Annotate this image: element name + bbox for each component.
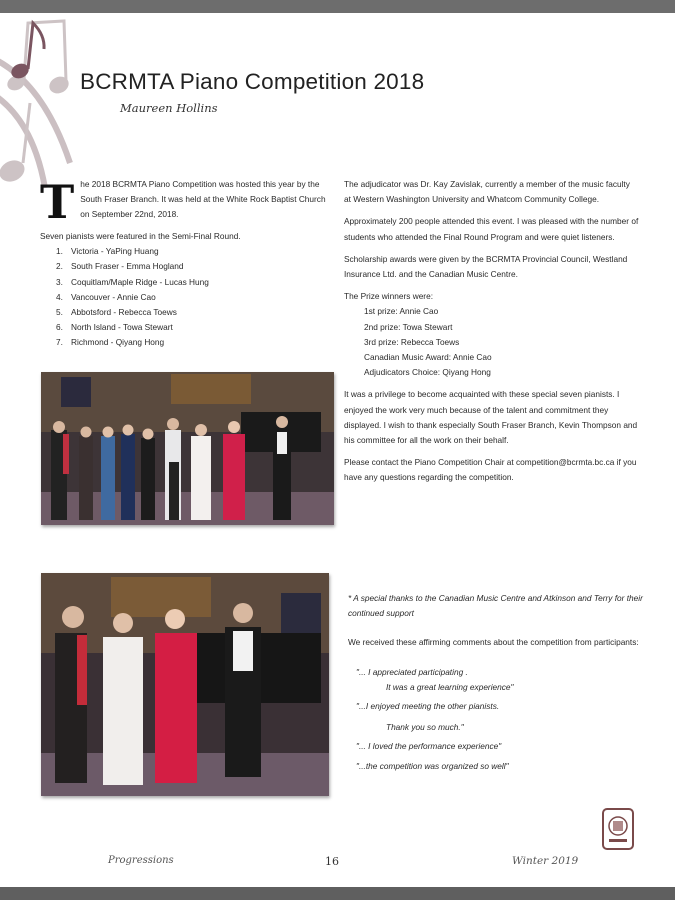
list-item: 1. Victoria - YaPing Huang (56, 246, 159, 257)
prize-intro: The Prize winners were: (344, 291, 433, 302)
winners-photo (41, 573, 329, 796)
intro-text: he 2018 BCRMTA Piano Competition was hosted this year by the South Fraser Branch. It was held at the White Rock Baptist Church on September 22nd, 2018. (80, 179, 326, 220)
footer-publication: Progressions (108, 855, 174, 866)
list-item: 7. Richmond - Qiyang Hong (56, 337, 165, 348)
page-number: 16 (325, 855, 339, 868)
footer-issue: Winter 2019 (512, 855, 579, 867)
attendance-paragraph: Approximately 200 people attended this event. I was pleased with the number of students who attended the Final Round Program and were quiet listeners. (344, 216, 639, 242)
list-item: 2. South Fraser - Emma Hogland (56, 261, 184, 272)
privilege-paragraph: It was a privilege to become acquainted with these special seven pianists. I enjoyed the work very much because of the talent and commitment they displayed. I wish to thank especially South Fraser Branch, Kevin Thompson and his committee for all the work on their behalf. (344, 389, 638, 446)
article-title: BCRMTA Piano Competition 2018 (80, 69, 425, 94)
list-item: 3. Coquitlam/Maple Ridge - Lucas Hung (56, 276, 209, 287)
semi-final-list (40, 244, 330, 350)
music-notes-decoration (0, 13, 95, 193)
magazine-page (0, 13, 675, 887)
quote-line: "... I appreciated participating . (356, 666, 468, 677)
list-item: Canadian Music Award: Annie Cao (364, 352, 492, 363)
quote-line: It was a great learning experience" (386, 681, 514, 692)
intro-paragraph (40, 175, 330, 229)
closing-section (344, 591, 644, 778)
semi-final-intro: Seven pianists were featured in the Semi-Final Round. (40, 231, 241, 241)
list-item: 3rd prize: Rebecca Toews (364, 336, 460, 347)
affirming-intro: We received these affirming comments about the competition from participants: (348, 637, 639, 648)
quote-line: "... I loved the performance experience" (356, 741, 502, 752)
list-item: 6. North Island - Towa Stewart (56, 322, 173, 333)
prize-list (344, 304, 639, 380)
article-author: Maureen Hollins (120, 101, 218, 115)
list-item: 5. Abbotsford - Rebecca Toews (56, 307, 177, 318)
list-item: 1st prize: Annie Cao (364, 306, 439, 317)
scholarship-paragraph: Scholarship awards were given by the BCRMTA Provincial Council, Westland Insurance Ltd. and the Canadian Music Centre. (344, 253, 628, 280)
list-item: 2nd prize: Towa Stewart (364, 321, 453, 332)
list-item: Adjudicators Choice: Qiyang Hong (364, 367, 491, 378)
adjudicator-paragraph: The adjudicator was Dr. Kay Zavislak, currently a member of the music faculty at Western Washington University and Whatcom Community College. (344, 179, 630, 205)
viewer-bottom-bar (0, 887, 675, 900)
quote-line: "...the competition was organized so well" (356, 760, 509, 771)
organization-logo-icon (602, 808, 634, 850)
right-column (344, 177, 639, 493)
contact-paragraph: Please contact the Piano Competition Chair at competition@bcrmta.bc.ca if you have any questions regarding the competition. (344, 457, 637, 483)
group-photo (41, 372, 334, 525)
quote-line: "...I enjoyed meeting the other pianists. (356, 701, 500, 712)
participant-quotes (344, 665, 644, 774)
list-item: 4. Vancouver - Annie Cao (56, 291, 156, 302)
left-column (40, 177, 330, 351)
drop-cap: T (40, 175, 75, 229)
quote-line: Thank you so much." (386, 722, 464, 733)
thanks-note: * A special thanks to the Canadian Music Centre and Atkinson and Terry for their continued support (348, 593, 643, 619)
viewer-top-bar (0, 0, 675, 13)
